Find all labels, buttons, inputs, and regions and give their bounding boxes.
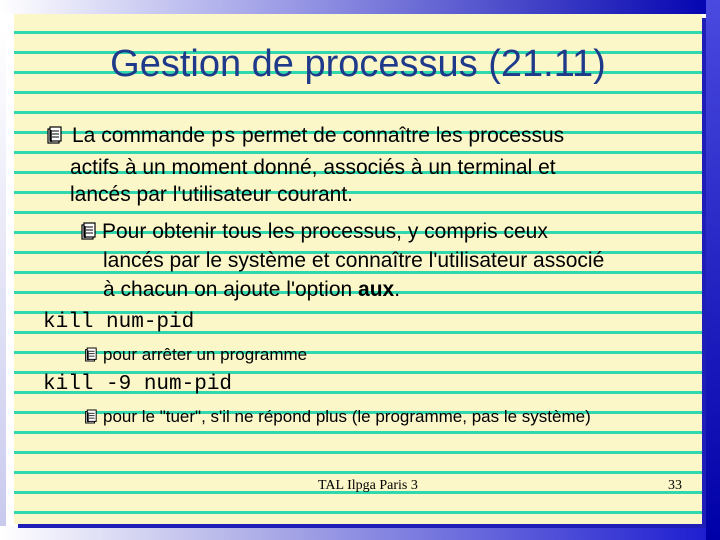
notepad-bullet-icon bbox=[46, 126, 62, 144]
note-1 bbox=[84, 345, 307, 365]
kill-9-command: kill -9 num-pid bbox=[43, 373, 233, 396]
bullet-1-line-2: actifs à un moment donné, associés à un terminal et bbox=[70, 156, 556, 179]
sub-bullet-line-1 bbox=[80, 216, 548, 247]
frame-top bbox=[0, 0, 720, 14]
sub-bullet-line-2: lancés par le système et connaître l'utilisateur associé bbox=[103, 249, 605, 272]
sub-bullet-line-3-prefix: à chacun on ajoute l'option bbox=[103, 278, 359, 301]
bullet-1-suffix: permet de connaître les processus bbox=[236, 124, 565, 147]
frame-bottom bbox=[0, 526, 720, 540]
note-2 bbox=[84, 407, 591, 427]
sub-bullet-text-1: Pour obtenir tous les processus, y compris ceux bbox=[102, 220, 548, 243]
aux-option: aux bbox=[358, 278, 395, 301]
bullet-1-line-3: lancés par l'utilisateur courant. bbox=[70, 183, 353, 206]
note-2-text: pour le "tuer", s'il ne répond plus (le programme, pas le système) bbox=[103, 407, 591, 426]
sub-bullet-line-3-suffix: . bbox=[394, 278, 401, 301]
notepad-bullet-icon bbox=[84, 347, 97, 362]
notepad-bullet-icon bbox=[84, 409, 97, 424]
kill-command: kill num-pid bbox=[43, 311, 195, 334]
note-1-text: pour arrêter un programme bbox=[103, 345, 308, 364]
ps-command: ps bbox=[210, 126, 237, 149]
footer-text: TAL Ilpga Paris 3 bbox=[318, 478, 418, 493]
notepad-bullet-icon bbox=[80, 222, 96, 240]
sub-bullet-line-3 bbox=[103, 274, 400, 305]
bullet-1-prefix: La commande bbox=[72, 124, 211, 147]
frame-right bbox=[706, 0, 720, 540]
page-number: 33 bbox=[668, 478, 682, 493]
bullet-1-line-1 bbox=[46, 120, 564, 153]
slide-title: Gestion de processus (21.11) bbox=[110, 43, 606, 85]
frame-left bbox=[0, 30, 6, 540]
